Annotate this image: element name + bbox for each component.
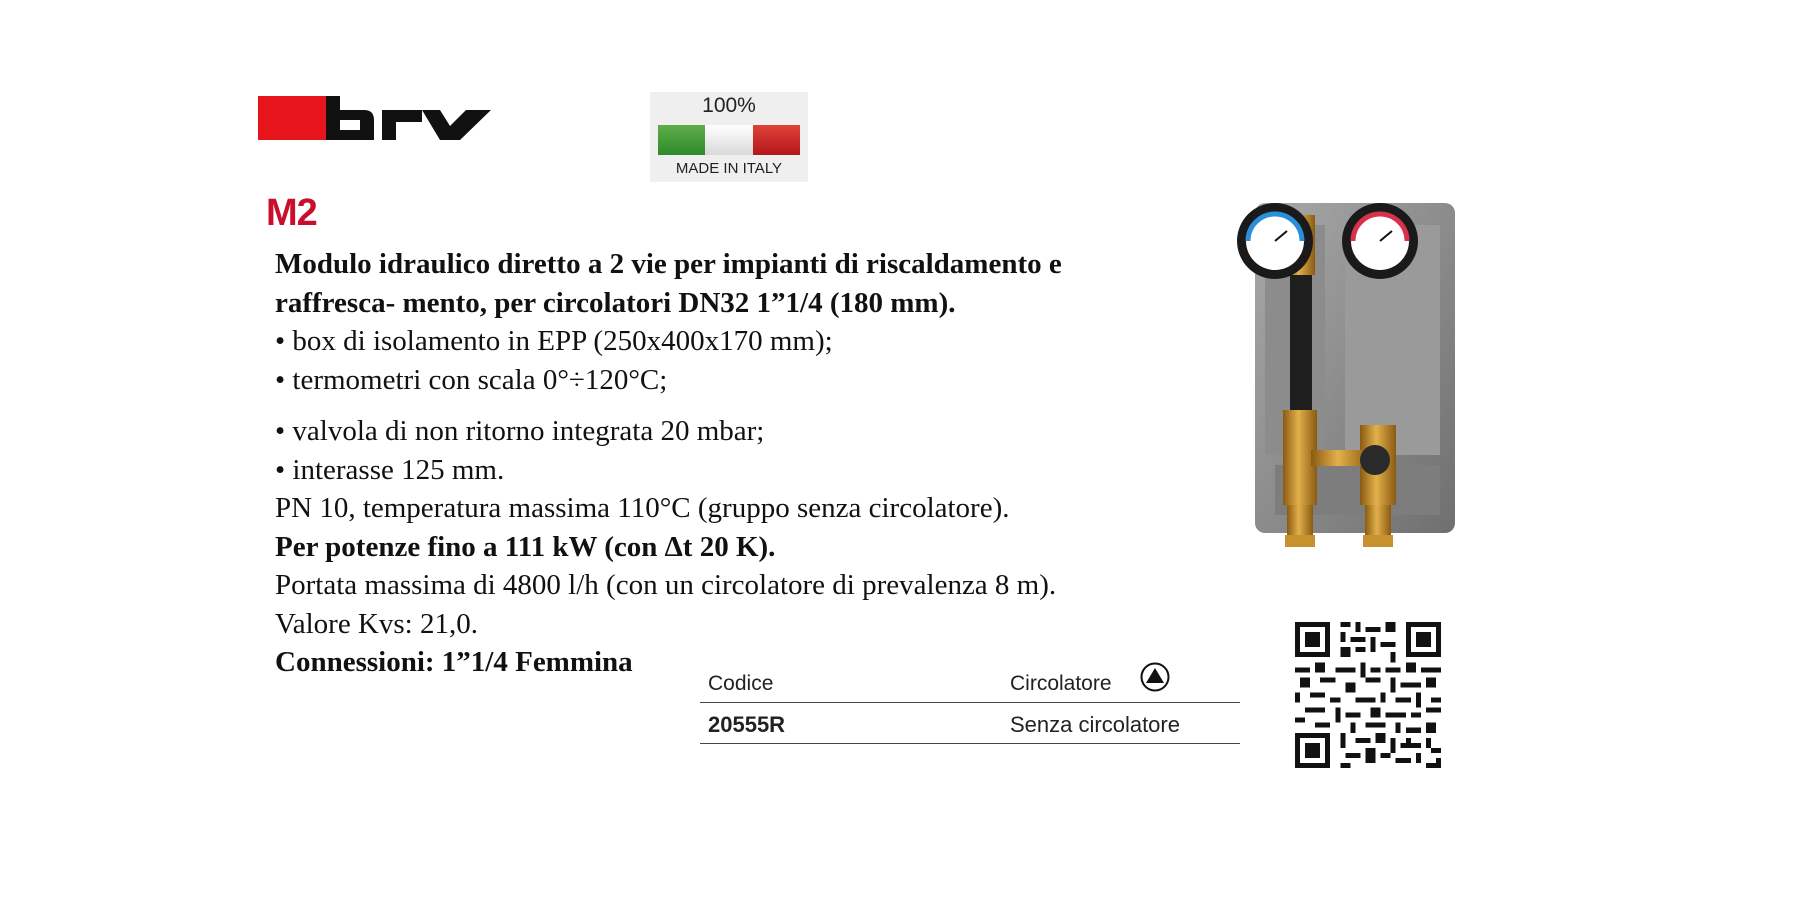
bullet-center-distance: • interasse 125 mm.: [275, 453, 505, 486]
power-spec: Per potenze fino a 111 kW (con Δt 20 K).: [275, 530, 776, 563]
connections-spec: Connessioni: 1”1/4 Femmina: [275, 646, 633, 678]
qr-code-icon: [1295, 622, 1441, 768]
badge-percent: 100%: [702, 94, 756, 117]
product-code-table: [700, 658, 1240, 744]
table-row: [700, 703, 1240, 744]
flow-rate-spec: Portata massima di 4800 l/h (con un circolatore di prevalenza 8 m).: [275, 569, 1057, 601]
logo-red-block: [258, 96, 328, 140]
bullet-insulation-box: • box di isolamento in EPP (250x400x170 mm);: [275, 325, 833, 357]
model-code: M2: [266, 192, 317, 234]
badge-caption: MADE IN ITALY: [675, 160, 783, 177]
header-code: Codice: [708, 672, 774, 695]
pressure-temperature-spec: PN 10, temperatura massima 110°C (gruppo senza circolatore).: [275, 492, 1010, 524]
brand-logo: [258, 96, 488, 142]
description-title-line2: raffresca- mento, per circolatori DN32 1”1/4 (180 mm).: [275, 286, 956, 319]
bullet-thermometers: • termometri con scala 0°÷120°C;: [275, 363, 668, 396]
logo-wordmark: [326, 96, 491, 142]
row-pump: Senza circolatore: [1010, 712, 1180, 737]
row-code: 20555R: [708, 712, 786, 737]
made-in-italy-badge: [650, 92, 808, 182]
table-header: [700, 658, 1240, 703]
hydraulic-module-image: [1215, 195, 1475, 595]
bullet-check-valve: • valvola di non ritorno integrata 20 mbar;: [275, 415, 765, 447]
description-title-line1: Modulo idraulico diretto a 2 vie per impianti di riscaldamento e: [275, 248, 1062, 280]
header-pump: Circolatore: [1010, 672, 1112, 695]
made-in-italy-flag-icon: [658, 125, 800, 155]
kvs-spec: Valore Kvs: 21,0.: [275, 607, 478, 640]
product-description: [275, 245, 1195, 682]
triangle-in-circle-icon: [1140, 662, 1170, 692]
